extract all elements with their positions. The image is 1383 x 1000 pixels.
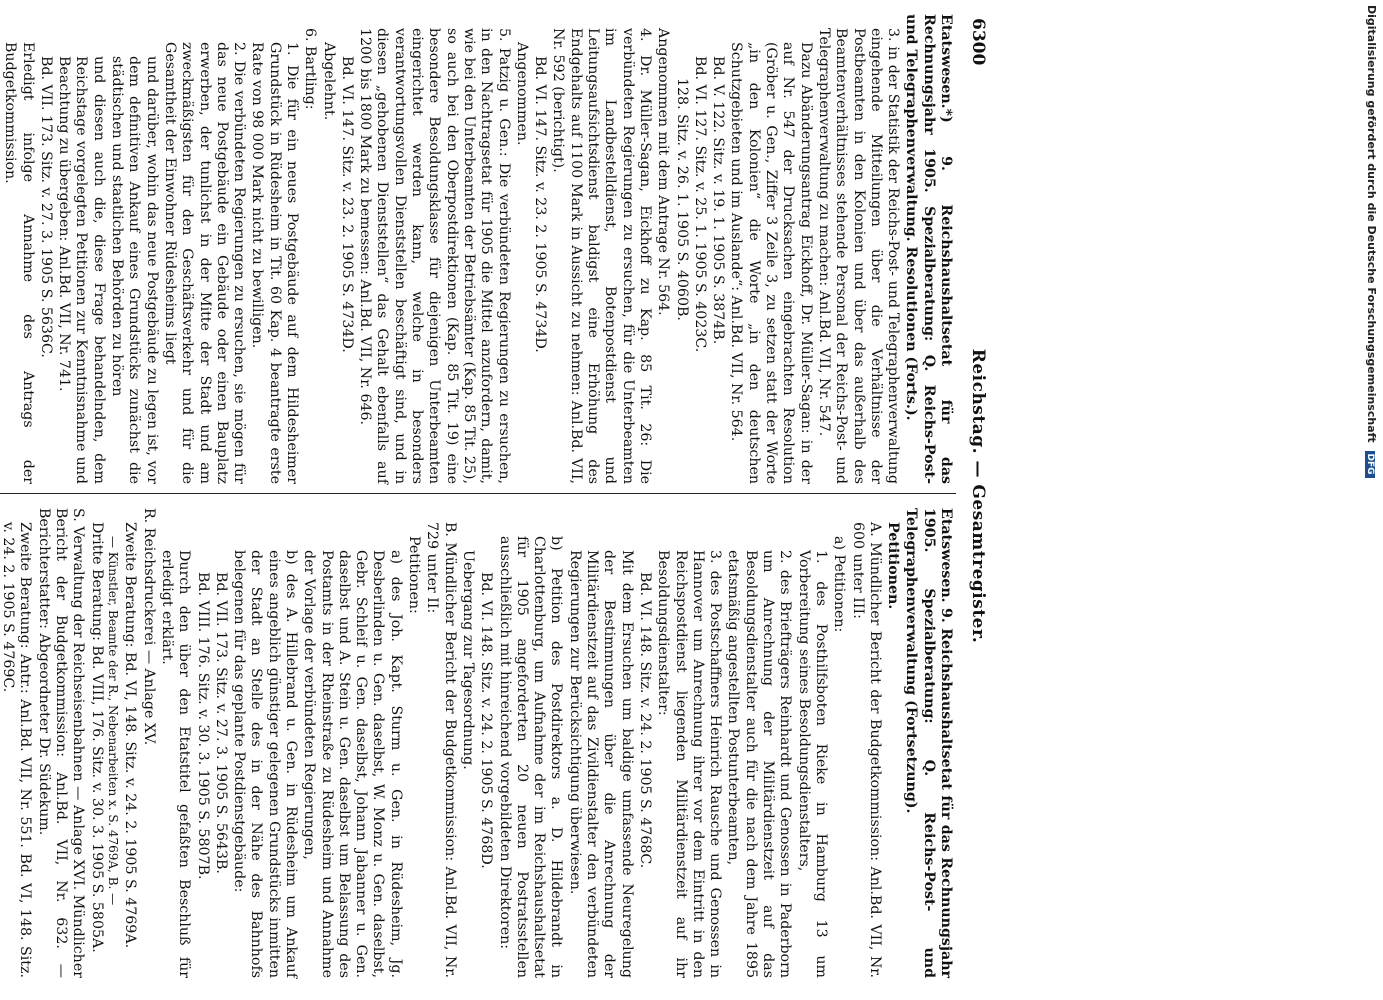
section-heading: Petitionen. [885,522,902,610]
result-line: Abgelehnt. [320,42,337,121]
reference-line: Bd. VII. 173. Sitz. v. 27. 3. 1905 S. 5636C. [37,56,54,358]
petition-item: 1. des Posthilfsboten Rieke in Hamburg 13 um Vorbereitung seines Besoldungsdienstalters, [795,550,829,978]
sub-heading: a) Petitionen: [831,536,848,633]
reference-line: 128. Sitz. v. 26. 1. 1905 S. 4060B. [673,78,690,321]
note-line: — Künstler, Beamte der R., Nebenarbeiten x. S. 4769A, B. — [106,536,121,906]
digitization-credit [1362,5,1378,995]
section-S: S. Verwaltung der Reichseisenbahnen — Anlage XVI. Mündlicher Bericht der Budgetkommission: Anl.Bd. VII, Nr. 632. — Berichterstatter: Abgeordneter Dr. Südekum. [35,508,87,978]
entry-heading: Etatswesen.*) 9. Reichshaushaltsetat für das Rechnungsjahr 1905. Spezialberatung: Q. Reichs-Post- und Telegraphenverwaltung. Resolutionen (Forts.). [903,14,954,484]
entry-heading: Etatswesen. 9. Reichshaushaltsetat für das Rechnungsjahr 1905. Spezialberatung: Q. Reichs-Post- und Telegraphenverwaltung (Fortsetzung). [903,508,954,978]
column-divider [0,493,956,494]
right-column [0,508,954,978]
credit-text: Digitalisierung gefördert durch die Deutsche Forschungsgemeinschaft [1365,5,1378,443]
petition-item: b) Petition des Postdirektors a. D. Hildebrandt in Charlottenburg, um Aufnahme der im Reichshaushaltsetat für 1905 angeforderten 20 neuen Postratsstellen ausschließlich mit hinreichend vorgebildeten Direktoren: [496,536,565,978]
reference-line: Bd. V. 122. Sitz. v. 19. 1. 1905 S. 3874B. [710,56,727,345]
section-R: R. Reichsdruckerei — Anlage XV. [140,508,157,746]
report-A: A. Mündlicher Bericht der Budgetkommission: Anl.Bd. VII, Nr. 600 unter III: [849,522,883,978]
sub-heading: Petitionen: [406,536,423,614]
result-line: Uebergang zur Tagesordnung. [459,550,476,770]
reference-line: Bd. VI. 148. Sitz. v. 24. 2. 1905 S. 4768D. [478,572,495,869]
reference-line: Bd. VIII. 176. Sitz. v. 30. 3. 1905 S. 5807B. [194,572,211,880]
result-line: Angenommen. [513,42,530,146]
petition-item: 2. des Briefträgers Reinhardt und Genossen in Paderborn um Anrechnung der Militärdienstzeit auf das Besoldungsdienstalter auch für die nach dem Jahre 1895 etatsmäßig angestellten Postunterbeamten, [725,550,794,978]
reading-line: Zweite Beratung: Antr.: Anl.Bd. VII, Nr. 551. Bd. VI, 148. Sitz. v. 24. 2. 1905 S. 4769C. [0,522,34,978]
resolution-item-3: 3. in der Statistik der Reichs-Post- und Telegraphenverwaltung eingehende Mitteilungen über die Verhältnisse der Postbeamten in den Kolonien und über das außerhalb des Beamtenverhältnisses stehende Personal der Reichs-Post- und Telegraphenverwaltung zu machen: Anl.Bd. VII, Nr. 547. [815,28,902,484]
result-line: Erledigt infolge Annahme des Antrags der Budgetkommission. [2,42,36,484]
reading-line: Dritte Beratung: Bd. VIII, 176. Sitz. v. 30. 3. 1905 S. 5805A. [88,522,105,953]
running-title: Reichstag. — Gesamtregister. [968,348,988,644]
page-header [964,0,992,996]
petition-item: a) des Joh. Kapt. Sturm u. Gen. in Rüdesheim, Jg. Desberlinden u. Gen. daselbst, W. Monz u. Gen. daselbst, Gebr. Schleif u. Gen. daselbst, Johann Jabanner u. Gen. daselbst und A. Stein u. Gen. daselbst um Belassung des Postamts in der Rheinstraße zu Rüdesheim und Annahme der Vorlage der verbündeten Regierungen, [301,550,404,978]
reference-line: Bd. VI. 127. Sitz. v. 25. 1. 1905 S. 4023C. [691,56,708,353]
reference-line: Bd. VI. 147. Sitz. v. 23. 2. 1905 S. 4734D. [338,56,355,353]
resolution-item-5: 5. Patzig u. Gen.: Die verbündeten Regierungen zu ersuchen, in den Nachtragsetat für 1905 die Mittel anzufordern, damit, wie bei den Unterbeamten der Betriebsämter (Kap. 85 Tit. 25), so auch bei den Oberpostdirektionen (Kap. 85 Tit. 19) eine besondere Besoldungsklasse für diejenigen Unterbeamten eingerichtet werden kann, welche in besonders verantwortungsvollen Dienststellen beschäftigt sind, und in diesen „gehobenen Dienststellen“ das Gehalt ebenfalls auf 1200 bis 1800 Mark zu bemessen: Anl.Bd. VII, Nr. 646. [357,28,512,484]
result-line: Durch den über den Etatstitel gefaßten Beschluß für erledigt erklärt. [158,550,193,978]
reading-line: Zweite Beratung: Bd. VI, 148. Sitz. v. 24. 2. 1905 S. 4769A. [122,522,139,949]
reference-line: Bd. VII. 173. Sitz. v. 27. 3. 1905 S. 5643B. [212,572,229,874]
reference-line: Bd. VI. 148. Sitz. v. 24. 2. 1905 S. 4768C. [636,572,653,869]
report-B: B. Mündlicher Bericht der Budgetkommission: Anl.Bd. VII, Nr. 729 unter II: [424,522,458,978]
sub-item: 2. Die verbündeten Regierungen zu ersuchen, sie mögen für das neue Postgebäude ein Gebäude oder einen Bauplatz erwerben, der tunlichst in der Mitte der Stadt und am zweckmäßigsten für den Geschäftsverkehr und für die Gesamtheit der Einwohner Rüdesheims liegt [161,42,248,484]
petition-item: 3. des Postschaffners Heinrich Rausche und Genossen in Hannover um Anrechnung ihrer vor dem Eintritt in den Reichspostdienst liegenden Militärdienstzeit auf ihr Besoldungsdienstalter: [655,550,724,978]
result-line: Mit dem Ersuchen um baldige umfassende Neuregelung der Bestimmungen über die Anrechnung der Militärdienstzeit auf das Zivildienstalter den verbündeten Regierungen zur Berücksichtigung überwiesen. [566,550,635,978]
sub-item: 1. Die für ein neues Postgebäude auf dem Hildesheimer Grundstück in Rüdesheim in Tit. 60 Kap. 4 beantragte erste Rate von 98 000 Mark nicht zu bewilligen. [249,42,301,484]
reference-line: Bd. VI. 147. Sitz. v. 23. 2. 1905 S. 4734D. [532,56,549,353]
dfg-logo: DFG [1365,451,1375,478]
sub-item-continuation: und diesen auch die, diese Frage behandelnden, dem Reichstage vorgelegten Petitionen zur Kenntnisnahme und Beachtung zu übergeben: Anl.Bd. VII, Nr. 741. [56,56,107,484]
result-line: Angenommen mit dem Antrage Nr. 564. [655,28,672,316]
sub-item-continuation: und darüber, wohin das neue Postgebäude zu legen ist, vor dem definitiven Ankauf eines Grundstücks zunächst die städtischen und staatlichen Behörden zu hören [109,56,160,484]
resolution-item-6: 6. Bartling: [302,28,319,110]
left-column [0,14,954,484]
amendment-text: Dazu Abänderungsantrag Eickhoff, Dr. Müller-Sagan: in der auf Nr. 547 der Drucksachen eingebrachten Resolution (Gröber u. Gen., Ziffer 3 Zeile 3, zu setzen statt der Worte „in den Kolonien“ die Worte „in den deutschen Schutzgebieten und im Auslande“: Anl.Bd. VII, Nr. 564. [728,42,814,484]
page-number: 6300 [968,18,988,66]
petition-item: b) des A. Hillebrand u. Gen. in Rüdesheim um Ankauf eines angeblich günstiger gelegenen Grundstücks inmitten der Stadt an Stelle des in der Nähe des Bahnhofs belegenen für das geplante Postdienstgebäude: [231,550,300,978]
resolution-item-4: 4. Dr. Müller-Sagan, Eickhoff zu Kap. 85 Tit. 26: Die verbündeten Regierungen zu ersuchen, für die Unterbeamten im Landbestelldienst, Botenpostdienst und Leitungsaufsichtsdienst baldigst eine Erhöhung des Endgehalts auf 1100 Mark in Aussicht zu nehmen: Anl.Bd. VII, Nr. 592 (berichtigt). [550,28,653,484]
